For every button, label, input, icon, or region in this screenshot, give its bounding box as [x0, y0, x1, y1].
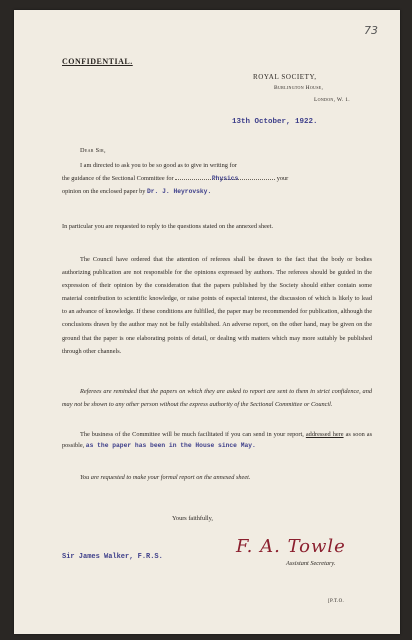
- referees-text: Referees are reminded that the papers on which they are asked to report are sent to them in strict confidence, and may not be shown to any other person without the express authority of the Sectional Committee or Council.: [62, 388, 372, 408]
- committee-name: Physics: [211, 175, 239, 183]
- paragraph-formal-report: [62, 471, 372, 484]
- signatory-title: Assistant Secretary.: [286, 560, 336, 567]
- council-text: The Council have ordered that the attention of referees shall be drawn to the fact that the body or bodies authorizing publication are not responsible for the opinions expressed by authors. The referees should be guided in the expression of their opinion by the consideration that the papers published by the Society should either contain some material contribution to scientific knowledge, or raise points of especial interest, the discussion of which is likely to lead to an advance of knowledge. If these conditions are fulfilled, the paper may be recommended for publication, although the conclusions drawn by the author may not be fully established. An adverse report, on the other hand, may be given on the ground that the paper is one elaborating points of detail, or dealing with matters which may more suitably be published through other channels.: [62, 256, 372, 355]
- recipient: Sir James Walker, F.R.S.: [62, 553, 163, 561]
- typed-note: as the paper has been in the House since May.: [85, 442, 256, 449]
- request-text-c: your: [276, 175, 289, 183]
- page-number: 73: [364, 24, 378, 37]
- confidential-heading: CONFIDENTIAL.: [62, 57, 133, 66]
- request-text-b: the guidance of the Sectional Committee for: [62, 175, 174, 183]
- business-text-b: as soon as possible,: [62, 431, 373, 449]
- please-turn-over: [P.T.O.: [328, 599, 345, 604]
- closing: Yours faithfully,: [172, 515, 213, 522]
- org-name: ROYAL SOCIETY,: [253, 73, 317, 81]
- request-text-a: I am directed to ask you to be so good as to give in writing for: [80, 162, 237, 169]
- salutation: Dear Sir,: [80, 147, 106, 154]
- address-line-1: Burlington House,: [274, 85, 324, 91]
- paragraph-council: [62, 253, 372, 358]
- formal-report-text: You are requested to make your formal report on the annexed sheet.: [80, 474, 251, 481]
- paragraph-business: [62, 429, 372, 451]
- paragraph-referees: [62, 386, 372, 411]
- paragraph-questions: [62, 220, 372, 233]
- questions-text: In particular you are requested to reply to the questions stated on the annexed sheet.: [62, 223, 274, 230]
- handwritten-signature: F. A. Towle: [236, 536, 346, 557]
- addressed-here: addressed here: [305, 431, 344, 438]
- paragraph-request: [62, 159, 372, 198]
- letter-page: [14, 10, 400, 634]
- business-text-a: The business of the Committee will be much facilitated if you can send in your report,: [80, 431, 304, 438]
- request-text-d: opinion on the enclosed paper by: [62, 188, 146, 196]
- paper-author: Dr. J. Heyrovsky.: [147, 188, 212, 196]
- address-line-2: London, W. 1.: [314, 97, 350, 103]
- letter-date: 13th October, 1922.: [232, 118, 318, 126]
